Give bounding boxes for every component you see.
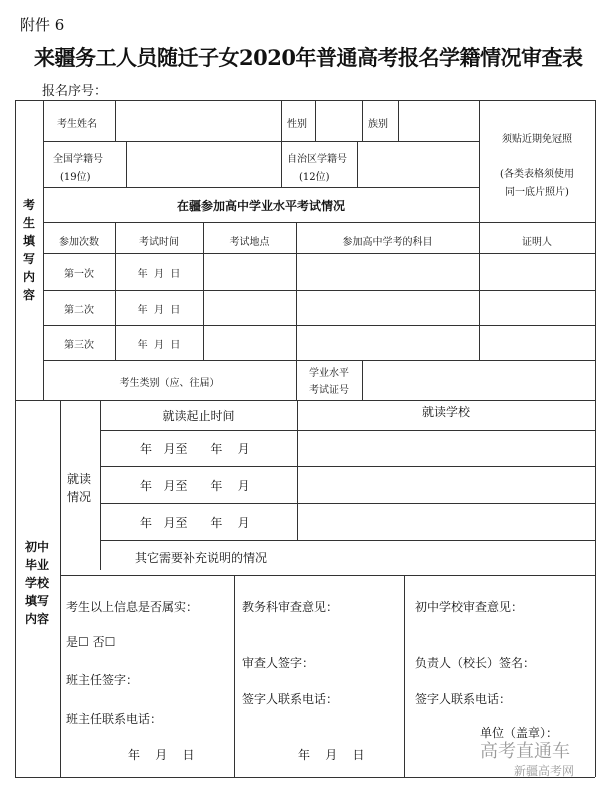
principal-signature-label: 负责人（校长）签名：	[415, 656, 536, 670]
gender-field[interactable]	[317, 102, 360, 139]
ethnic-field[interactable]	[400, 102, 477, 139]
col-place: 考试地点	[229, 237, 270, 248]
other-notes-label: 其它需要补充说明的情况	[135, 551, 268, 565]
cert-label-2: 考试证号	[309, 385, 349, 396]
reviewer-phone-label: 签字人联系电话：	[242, 692, 339, 706]
period-row-2: 年 月至 年 月	[140, 479, 250, 493]
study-situation-label: 就读情况	[67, 472, 92, 504]
col1-date: 年 月 日	[128, 748, 195, 762]
row-1-label: 第一次	[64, 269, 94, 280]
name-label: 考生姓名	[57, 119, 97, 130]
cert-label-1: 学业水平	[309, 368, 349, 379]
page-title: 来疆务工人员随迁子女2020年普通高考报名学籍情况审查表	[34, 45, 583, 70]
photo-instruction-2: (各类表格须使用	[500, 169, 574, 180]
photo-box[interactable]	[481, 102, 593, 220]
name-field[interactable]	[117, 102, 279, 139]
school-header: 就读学校	[421, 405, 470, 419]
row-1-date: 年 月 日	[137, 269, 181, 280]
yes-no-checkboxes[interactable]: 是☐ 否☐	[66, 635, 116, 649]
teacher-signature-label: 班主任签字：	[66, 673, 139, 687]
national-id-label: 全国学籍号	[53, 154, 103, 165]
part1-side-label: 考生填写内容	[22, 198, 35, 302]
national-id-field[interactable]	[128, 143, 279, 185]
photo-instruction-1: 须贴近期免冠照	[502, 134, 572, 145]
teacher-phone-label: 班主任联系电话：	[66, 712, 163, 726]
part2-side-label: 初中毕业学校填写内容	[24, 540, 49, 626]
attachment-label: 附件 6	[20, 16, 65, 34]
watermark-line-1: 高考直通车	[480, 741, 570, 762]
col-times: 参加次数	[59, 237, 99, 248]
col-subjects: 参加高中学考的科目	[342, 237, 433, 248]
national-id-digits: (19位)	[60, 172, 91, 183]
school-review-title: 初中学校审查意见：	[415, 600, 524, 614]
ethnic-label: 族别	[368, 119, 388, 130]
gender-label: 性别	[287, 119, 307, 130]
row-2-date: 年 月 日	[137, 305, 181, 316]
col2-date: 年 月 日	[298, 748, 365, 762]
regional-id-digits: (12位)	[299, 172, 330, 183]
photo-instruction-3: 同一底片照片)	[505, 187, 569, 198]
registration-number-label: 报名序号：	[42, 84, 108, 99]
period-row-3: 年 月至 年 月	[140, 516, 250, 530]
exam-section-title: 在疆参加高中学业水平考试情况	[176, 199, 345, 213]
row-3-label: 第三次	[64, 340, 94, 351]
stamp-label: 单位（盖章）：	[480, 726, 559, 740]
cert-number-field[interactable]	[364, 362, 593, 398]
watermark-line-2: 新疆高考网	[514, 764, 575, 778]
signer-phone-label: 签字人联系电话：	[415, 692, 512, 706]
regional-id-label: 自治区学籍号	[287, 154, 347, 165]
reviewer-signature-label: 审查人签字：	[242, 656, 315, 670]
col-time: 考试时间	[139, 237, 179, 248]
academic-review-title: 教务科审查意见：	[242, 600, 339, 614]
period-row-1: 年 月至 年 月	[140, 442, 250, 456]
info-true-question: 考生以上信息是否属实：	[66, 600, 199, 614]
study-period-header: 就读起止时间	[162, 409, 235, 423]
row-2-label: 第二次	[64, 305, 94, 316]
row-3-date: 年 月 日	[137, 340, 181, 351]
category-label: 考生类别（应、往届）	[119, 378, 220, 389]
regional-id-field[interactable]	[359, 143, 477, 185]
col-witness: 证明人	[522, 237, 552, 248]
